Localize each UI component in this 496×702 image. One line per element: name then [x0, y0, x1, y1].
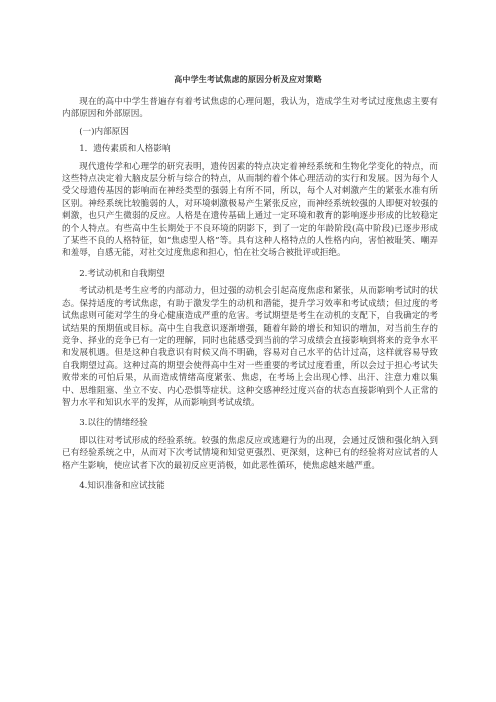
subsection-body-1: 现代遗传学和心理学的研究表明，遗传因素的特点决定着神经系统和生物化学变化的特点，而这些特点决定着大脑皮层分析与综合的特点，从而制约着个体心理活动的实行和发展。因为每个人受父母遗传基因的影响而在神经类型的强弱上有所不同，所以，每个人对刺激产生的紧张水准有所区别。神经系统比较脆弱的人，对环境刺激极易产生紧张反应，而神经系统较强的人即便对较强的刺激，也只产生微弱的反应。人格是在遗传基础上通过一定环境和教育的影响逐步形成的比较稳定的个人特点。有些高中生长期处于不良环境的阴影下，到了一定的年龄阶段(高中阶段)已逐步形成了某些不良的人格特征，如“焦虑型人格”等。具有这种人格特点的人性格内向，害怕被耻笑、嘲弄和羞辱，自感无能，对社交过度焦虑和担心，怕在社交场合被批评或拒绝。 [62, 161, 438, 259]
section-heading-internal: (一)内部原因 [79, 126, 129, 137]
document-body [62, 96, 438, 492]
intro-paragraph: 现在的高中中学生普遍存有着考试焦虑的心理问题，我认为，造成学生对考试过度焦虑主要有内部原因和外部原因。 [62, 97, 438, 120]
subsection-heading-1: 1．遗传素质和人格影响 [79, 144, 171, 155]
subsection-heading-3: 3.以往的情绪经验 [79, 418, 148, 429]
subsection-heading-4: 4.知识准备和应试技能 [79, 480, 165, 491]
subsection-body-2: 考试动机是考生应考的内部动力，但过强的动机会引起高度焦虑和紧张，从而影响考试时的状态。保持适度的考试焦虑，有助于激发学生的动机和潜能，提升学习效率和考试成绩；但过度的考试焦虑则可能对学生的身心健康造成严重的危害。考试期望是考生在动机的支配下，自我确定的考试结果的预期值或目标。高中生自我意识逐渐增强，随着年龄的增长和知识的增加，对当前生存的竞争、择业的竞争已有一定的理解，同时也能感受到当前的学习成绩会直接影响到将来的竞争水平和发展机遇。但是这种自我意识有时候又尚不明确，容易对自己水平的估计过高，这样就容易导致自我期望过高。这种过高的期望会使得高中生对一些重要的考试过度看重，所以会过于担心考试失败带来的可怕后果，从而造成情绪高度紧张、焦虑，在考场上会出现心悸、出汗、注意力难以集中、思维阻塞、坐立不安、内心恐惧等症状。这种交感神经过度兴奋的状态直接影响到个人正常的智力水平和知识水平的发挥，从而影响到考试成绩。 [62, 286, 438, 408]
subsection-heading-2: 2.考试动机和自我期望 [79, 268, 165, 279]
document-title: 高中学生考试焦虑的原因分析及应对策略 [174, 74, 322, 84]
subsection-body-3: 即以往对考试形成的经验系统。较强的焦虑反应或逃避行为的出现，会通过反馈和强化纳入到已有经验系统之中，从而对下次考试情境和知觉更强烈、更深刻，这种已有的经验将对应试者的人格产生影响，使应试者下次的最初反应更消极，如此恶性循环，使焦虑越来越严重。 [62, 435, 438, 471]
